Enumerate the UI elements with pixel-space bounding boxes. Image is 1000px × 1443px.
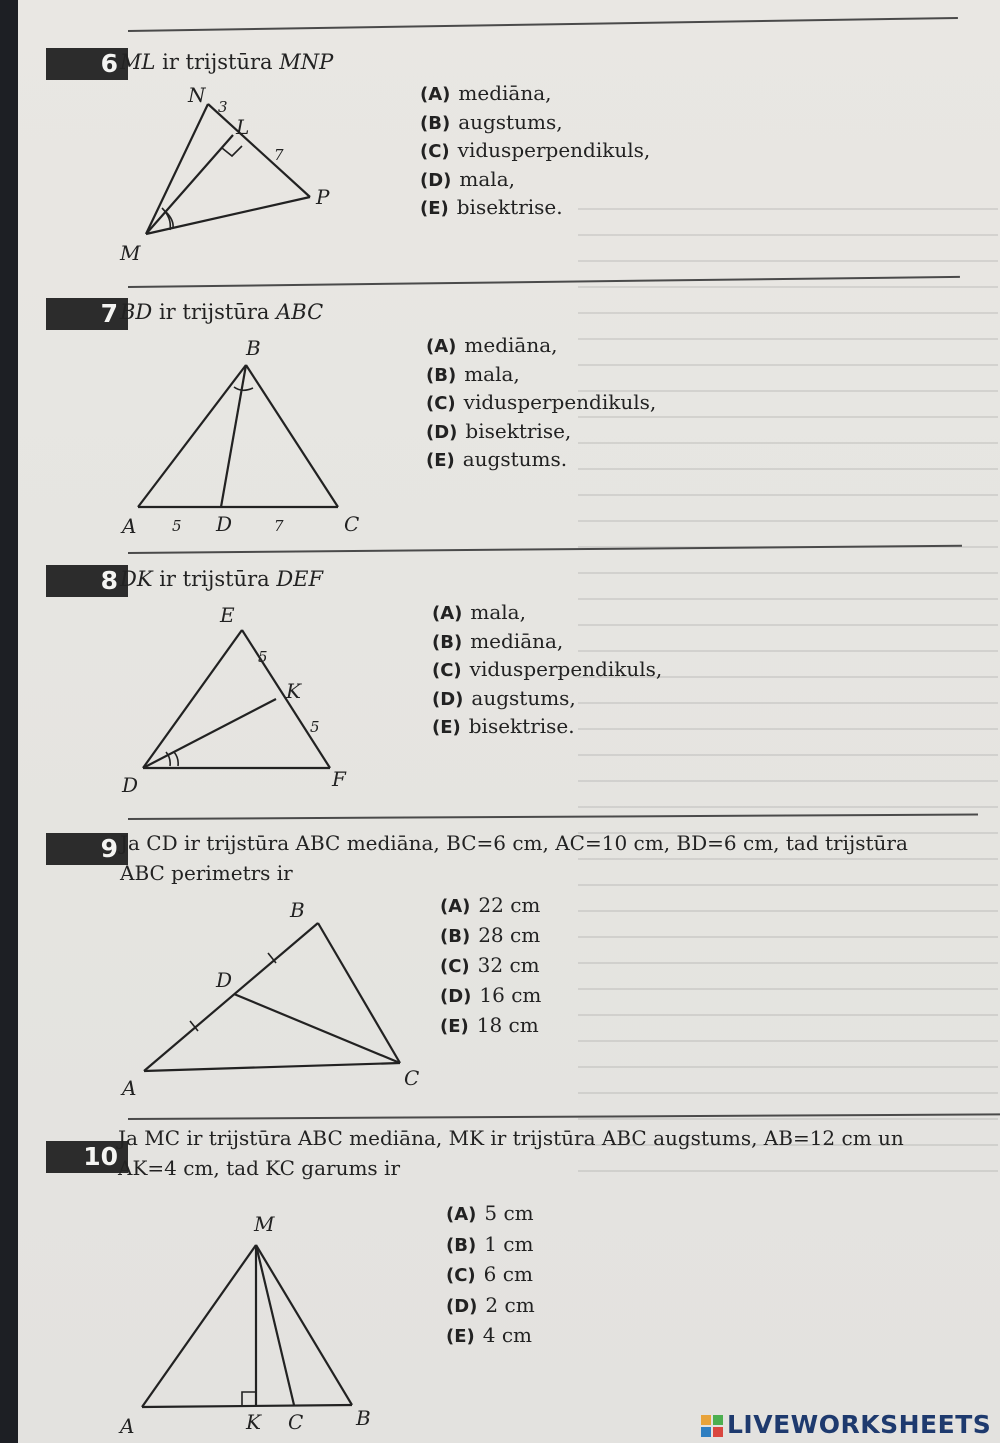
side-am — [142, 1245, 256, 1407]
label-n: N — [188, 83, 206, 107]
question-6-number: 6 — [46, 48, 128, 80]
question-10-triangle-figure — [118, 1205, 398, 1438]
label-d: D — [216, 512, 233, 536]
question-9-stem-line-1: Ja CD ir trijstūra ABC mediāna, BC=6 cm, AC=10 cm, BD=6 cm, tad trijstūra — [120, 831, 908, 855]
length-ek: 5 — [258, 648, 268, 666]
side-ac — [144, 1063, 400, 1071]
option-e[interactable]: (E) 18 cm — [440, 1013, 539, 1037]
right-angle-mark — [222, 146, 242, 156]
option-a[interactable]: (A) 22 cm — [440, 893, 541, 917]
option-c[interactable]: (C) vidusperpendikuls, — [432, 657, 663, 681]
right-angle-mark — [242, 1392, 256, 1406]
liveworksheets-text: LIVEWORKSHEETS — [727, 1410, 992, 1439]
question-7-triangle-figure — [118, 335, 378, 545]
question-8-options — [432, 599, 662, 742]
option-e[interactable]: (E) 4 cm — [446, 1323, 532, 1347]
option-d[interactable]: (D) augstums, — [432, 685, 576, 710]
label-e: E — [220, 603, 235, 627]
label-d: D — [216, 968, 233, 992]
label-m: M — [254, 1212, 275, 1236]
question-9-number: 9 — [46, 833, 128, 865]
label-b: B — [356, 1406, 371, 1430]
question-10-number: 10 — [46, 1141, 128, 1173]
question-7-stem: BD ir trijstūra ABC — [120, 300, 324, 324]
question-10-stem — [118, 1123, 998, 1183]
length-kf: 5 — [310, 718, 320, 736]
option-b[interactable]: (B) 1 cm — [446, 1231, 534, 1256]
option-c[interactable]: (C) 6 cm — [446, 1262, 533, 1286]
side-ab — [138, 365, 246, 507]
question-9-stem-line-2: ABC perimetrs ir — [120, 861, 293, 885]
side-ab — [142, 1405, 352, 1407]
length-dc: 7 — [274, 517, 284, 535]
liveworksheets-watermark — [700, 1408, 991, 1442]
segment-cd — [234, 994, 400, 1063]
question-6-options — [420, 80, 650, 223]
label-b: B — [246, 336, 261, 360]
label-k: K — [246, 1410, 261, 1434]
divider-top — [128, 17, 958, 32]
label-a: A — [122, 514, 137, 538]
option-c[interactable]: (C) 32 cm — [440, 953, 540, 977]
question-9-triangle-figure — [118, 895, 438, 1115]
question-9-options — [440, 891, 541, 1041]
question-7-options — [426, 332, 656, 475]
question-10-stem-line-1: Ja MC ir trijstūra ABC mediāna, MK ir trijstūra ABC augstums, AB=12 cm un — [118, 1126, 904, 1150]
label-k: K — [286, 679, 301, 703]
worksheet-page — [18, 0, 1000, 1443]
length-nl: 3 — [218, 98, 228, 116]
side-bc — [318, 923, 400, 1063]
segment-bd — [221, 365, 246, 507]
option-d[interactable]: (D) mala, — [420, 166, 515, 191]
label-c: C — [404, 1066, 420, 1090]
option-d[interactable]: (D) 2 cm — [446, 1292, 535, 1317]
question-8-number: 8 — [46, 565, 128, 597]
option-e[interactable]: (E) bisektrise. — [420, 195, 563, 219]
segment-dk — [143, 699, 276, 768]
option-b[interactable]: (B) mala, — [426, 361, 520, 386]
question-10-stem-line-2: AK=4 cm, tad KC garums ir — [118, 1156, 401, 1180]
question-8-triangle-figure — [118, 600, 378, 800]
question-7-number: 7 — [46, 298, 128, 330]
question-8-stem: DK ir trijstūra DEF — [120, 567, 324, 591]
option-d[interactable]: (D) 16 cm — [440, 983, 542, 1007]
option-b[interactable]: (B) mediāna, — [432, 628, 564, 653]
option-b[interactable]: (B) 28 cm — [440, 923, 541, 947]
option-b[interactable]: (B) augstums, — [420, 109, 563, 134]
label-a: A — [122, 1076, 137, 1100]
length-ad: 5 — [172, 517, 182, 535]
option-c[interactable]: (C) vidusperpendikuls, — [426, 390, 657, 414]
angle-arc-2 — [174, 752, 178, 766]
segment-ml — [146, 135, 233, 234]
label-f: F — [332, 767, 346, 791]
option-a[interactable]: (A) 5 cm — [446, 1201, 534, 1225]
label-c: C — [344, 512, 360, 536]
option-a[interactable]: (A) mediāna, — [426, 333, 558, 357]
label-b: B — [290, 898, 305, 922]
liveworksheets-logo-icon — [700, 1414, 724, 1438]
side-bc — [246, 365, 338, 507]
label-d: D — [122, 773, 139, 797]
side-ab — [144, 923, 318, 1071]
label-c: C — [288, 1410, 304, 1434]
side-np — [208, 104, 310, 197]
label-m: M — [120, 241, 141, 265]
question-6-stem: ML ir trijstūra MNP — [120, 50, 334, 74]
angle-arc — [234, 387, 253, 390]
option-e[interactable]: (E) augstums. — [426, 447, 568, 471]
side-nm — [146, 104, 208, 234]
label-a: A — [120, 1414, 135, 1438]
option-d[interactable]: (D) bisektrise, — [426, 418, 572, 443]
option-a[interactable]: (A) mediāna, — [420, 81, 552, 105]
side-de — [143, 630, 242, 768]
side-mb — [256, 1245, 352, 1405]
label-l: L — [236, 115, 250, 139]
option-a[interactable]: (A) mala, — [432, 600, 526, 624]
question-9-stem — [120, 828, 990, 888]
length-lp: 7 — [274, 146, 284, 164]
question-10-options — [446, 1199, 535, 1352]
question-6-triangle-figure — [118, 80, 358, 270]
label-p: P — [316, 185, 330, 209]
median-mc — [256, 1245, 294, 1405]
option-e[interactable]: (E) bisektrise. — [432, 714, 575, 738]
option-c[interactable]: (C) vidusperpendikuls, — [420, 138, 651, 162]
